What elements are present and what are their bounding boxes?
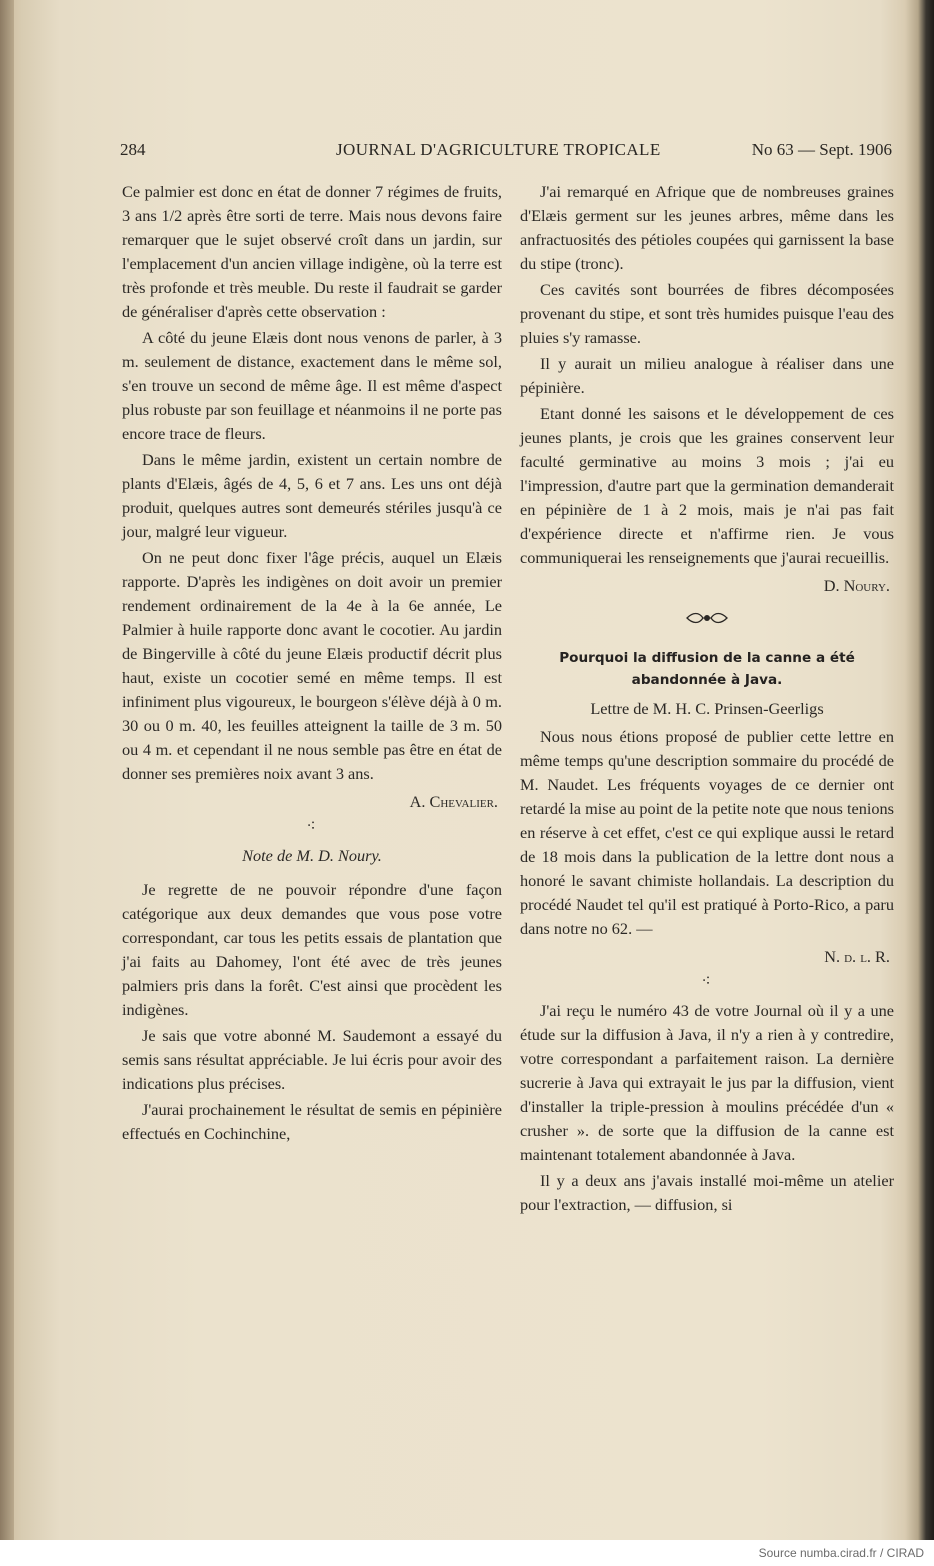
note-title: Note de M. D. Noury.	[242, 846, 382, 865]
fleuron-icon	[683, 608, 731, 628]
author-signature: A. Chevalier.	[409, 792, 498, 811]
paragraph: Je sais que votre abonné M. Saudemont a essayé du semis sans résultat appréciable. Je lui écris pour avoir des indications plus précises.	[122, 1026, 502, 1093]
paragraph: J'ai reçu le numéro 43 de votre Journal où il y a une étude sur la diffusion à Java, il n'y a rien à y contredire, votre correspondant a parfaitement raison. La dernière sucrerie à Java qui extrayait le jus par la diffusion, vient d'installer la triple-pression à moulins précédée d'un « crusher ». de sorte que la diffusion de la canne est maintenant totalement abandonnée à Java.	[520, 1001, 894, 1164]
paragraph: Etant donné les saisons et le développement de ces jeunes plants, je crois que les graines conservent leur faculté germinative au moins 3 mois ; j'ai eu l'impression, d'autre part que la germination demanderait en pépinière de 1 à 2 mois, mais je n'ai pas fait d'expérience directe et n'affirme rien. Je vous communiquerai les renseignements que j'aurai recueillis.	[520, 404, 894, 567]
paragraph: A côté du jeune Elæis dont nous venons de parler, à 3 m. seulement de distance, exactement dans le même sol, s'en trouve un second de même âge. Il est même d'aspect plus robuste par son feuillage et néanmoins il ne porte pas encore trace de fleurs.	[122, 328, 502, 443]
right-column	[520, 180, 894, 1219]
journal-title: JOURNAL D'AGRICULTURE TROPICALE	[336, 140, 661, 159]
paragraph: Il y aurait un milieu analogue à réaliser dans une pépinière.	[520, 354, 894, 397]
heading-line: abandonnée à Java.	[631, 672, 783, 688]
source-credit: Source numba.cirad.fr / CIRAD	[758, 1546, 924, 1560]
paragraph: Ce palmier est donc en état de donner 7 régimes de fruits, 3 ans 1/2 après être sorti de terre. Mais nous devons faire remarquer que le sujet observé croît dans un jardin, sur l'emplacement d'un ancien village indigène, où la terre est très profonde et très meuble. Du reste il faudrait se garder de généraliser d'après cette observation :	[122, 182, 502, 321]
section-ornament: ⁖	[701, 973, 713, 990]
author-signature: D. Noury.	[823, 576, 890, 595]
paragraph: Je regrette de ne pouvoir répondre d'une façon catégorique aux deux demandes que vous pose votre correspondant, car tous les petits essais de plantation que j'ai faits au Dahomey, l'ont été avec de très jeunes palmiers pris dans la forêt. C'est ainsi que procèdent les indigènes.	[122, 880, 502, 1019]
issue-info: No 63 — Sept. 1906	[751, 140, 892, 159]
heading-line: Pourquoi la diffusion de la canne a été	[559, 650, 855, 666]
section-ornament: ⁖	[306, 818, 318, 835]
left-column	[122, 180, 502, 1148]
article-heading	[520, 647, 894, 691]
running-header	[120, 140, 892, 166]
paragraph: J'aurai prochainement le résultat de semis en pépinière effectués en Cochinchine,	[122, 1100, 502, 1143]
paragraph: Il y a deux ans j'avais installé moi-même un atelier pour l'extraction, — diffusion, si	[520, 1171, 894, 1214]
paragraph: Dans le même jardin, existent un certain nombre de plants d'Elæis, âgés de 4, 5, 6 et 7 ans. Les uns ont déjà produit, quelques autres sont demeurés stériles jusqu'à ce jour, malgré leur vigueur.	[122, 450, 502, 541]
editor-signature: N. d. l. R.	[824, 947, 890, 966]
paragraph: J'ai remarqué en Afrique que de nombreuses graines d'Elæis germent sur les jeunes arbres, même dans les anfractuosités des pétioles coupées qui garnissent la base du stipe (tronc).	[520, 182, 894, 273]
paragraph: Nous nous étions proposé de publier cette lettre en même temps qu'une description sommaire du procédé de M. Naudet. Les fréquents voyages de ce dernier ont retardé la mise au point de la petite note que nous tenions en réserve à cet effet, c'est ce qui explique aussi le retard de 18 mois dans la publication de la lettre dont nous a honoré le savant chimiste hollandais. La description du procédé Naudet tel qu'il est pratiqué à Porto-Rico, a paru dans notre no 62. —	[520, 727, 894, 938]
paragraph: On ne peut donc fixer l'âge précis, auquel un Elæis rapporte. D'après les indigènes on doit avoir un premier rendement ordinairement de la 4e à la 6e année, Le Palmier à huile rapporte donc avant le cocotier. Au jardin de Bingerville à côté du jeune Elæis productif décrit plus haut, existe un cocotier semé en même temps. Il est infiniment plus vigoureux, le bourgeon s'élève déjà à 0 m. 30 ou 0 m. 40, les feuilles atteignent la taille de 3 m. 50 ou 4 m. et cependant il ne nous semble pas être en état de donner ses premières noix avant 3 ans.	[122, 548, 502, 783]
paragraph: Ces cavités sont bourrées de fibres décomposées provenant du stipe, et sont très humides puisque l'eau des pluies s'y ramasse.	[520, 280, 894, 347]
fleuron-ornament	[520, 608, 894, 635]
page-spine-shadow	[0, 0, 14, 1540]
page-number: 284	[120, 140, 146, 159]
article-subheading: Lettre de M. H. C. Prinsen-Geerligs	[590, 699, 824, 718]
